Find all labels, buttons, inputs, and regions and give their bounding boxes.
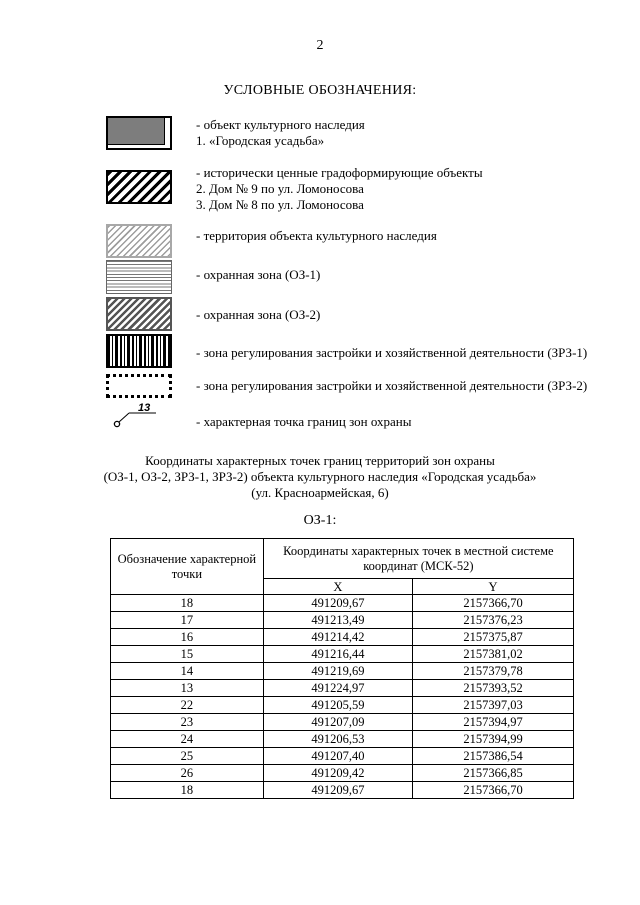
cell-y: 2157386,54 — [413, 748, 574, 765]
cell-point: 18 — [111, 782, 264, 799]
section-label: ОЗ-1: — [303, 513, 337, 528]
light-hatch-icon — [106, 224, 172, 258]
cell-y: 2157393,52 — [413, 680, 574, 697]
cell-y: 2157366,70 — [413, 595, 574, 612]
coordinates-table — [110, 538, 574, 799]
cell-point: 17 — [111, 612, 264, 629]
table-row — [111, 748, 574, 765]
heading-line-2: (ОЗ-1, ОЗ-2, ЗРЗ-1, ЗРЗ-2) объекта культурного наследия «Городская усадьба» — [103, 469, 537, 484]
legend-text: - территория объекта культурного наследия — [196, 228, 437, 243]
cell-x: 491209,67 — [263, 782, 412, 799]
legend-text: - характерная точка границ зон охраны — [196, 414, 412, 429]
table-row — [111, 612, 574, 629]
header-y: Y — [413, 579, 574, 595]
cell-y: 2157394,99 — [413, 731, 574, 748]
cell-point: 14 — [111, 663, 264, 680]
cell-y: 2157366,85 — [413, 765, 574, 782]
cell-point: 25 — [111, 748, 264, 765]
cell-y: 2157379,78 — [413, 663, 574, 680]
cell-x: 491207,40 — [263, 748, 412, 765]
diagonal-lines-icon — [106, 297, 172, 331]
legend-title: УСЛОВНЫЕ ОБОЗНАЧЕНИЯ: — [223, 83, 417, 98]
cell-x: 491205,59 — [263, 697, 412, 714]
cell-x: 491214,42 — [263, 629, 412, 646]
legend-text: - охранная зона (ОЗ-2) — [196, 307, 321, 322]
point-marker-icon — [112, 402, 172, 435]
header-point: Обозначение характерной точки — [111, 539, 264, 595]
cell-point: 23 — [111, 714, 264, 731]
cell-x: 491209,42 — [263, 765, 412, 782]
cell-x: 491206,53 — [263, 731, 412, 748]
cell-x: 491213,49 — [263, 612, 412, 629]
table-row — [111, 731, 574, 748]
legend-text: - зона регулирования застройки и хозяйственной деятельности (ЗРЗ-2) — [196, 378, 588, 393]
header-x: X — [263, 579, 412, 595]
cell-y: 2157397,03 — [413, 697, 574, 714]
cell-point: 24 — [111, 731, 264, 748]
dotted-rect-icon — [106, 374, 172, 398]
vertical-lines-icon — [106, 334, 172, 368]
cell-y: 2157376,23 — [413, 612, 574, 629]
cell-x: 491224,97 — [263, 680, 412, 697]
horizontal-lines-icon — [106, 260, 172, 294]
legend-text: - зона регулирования застройки и хозяйственной деятельности (ЗРЗ-1) — [196, 345, 588, 360]
heading-line-1: Координаты характерных точек границ территорий зон охраны — [145, 453, 495, 468]
table-row — [111, 697, 574, 714]
cell-point: 22 — [111, 697, 264, 714]
cell-x: 491219,69 — [263, 663, 412, 680]
cell-x: 491209,67 — [263, 595, 412, 612]
table-row — [111, 629, 574, 646]
cell-x: 491216,44 — [263, 646, 412, 663]
cell-x: 491207,09 — [263, 714, 412, 731]
heading-line-3: (ул. Красноармейская, 6) — [251, 485, 389, 500]
cell-y: 2157375,87 — [413, 629, 574, 646]
cell-y: 2157366,70 — [413, 782, 574, 799]
cell-point: 26 — [111, 765, 264, 782]
cell-point: 16 — [111, 629, 264, 646]
cell-y: 2157394,97 — [413, 714, 574, 731]
legend-text: - охранная зона (ОЗ-1) — [196, 267, 321, 282]
table-row — [111, 663, 574, 680]
table-row — [111, 782, 574, 799]
cell-point: 15 — [111, 646, 264, 663]
header-coordinates: Координаты характерных точек в местной системе координат (МСК-52) — [263, 539, 573, 579]
table-row — [111, 595, 574, 612]
table-row — [111, 680, 574, 697]
page-number: 2 — [316, 38, 324, 53]
legend-text: - исторически ценные градоформирующие объекты 2. Дом № 9 по ул. Ломоносова 3. Дом № 8 по ул. Ломоносова — [196, 165, 483, 212]
table-row — [111, 714, 574, 731]
table-row — [111, 765, 574, 782]
cell-y: 2157381,02 — [413, 646, 574, 663]
table-row — [111, 646, 574, 663]
cell-point: 18 — [111, 595, 264, 612]
legend-text: - объект культурного наследия 1. «Городская усадьба» — [196, 117, 365, 148]
gray-rect-icon — [106, 116, 172, 150]
cell-point: 13 — [111, 680, 264, 697]
bold-hatch-icon — [106, 170, 172, 204]
point-marker-label: 13 — [138, 402, 151, 414]
